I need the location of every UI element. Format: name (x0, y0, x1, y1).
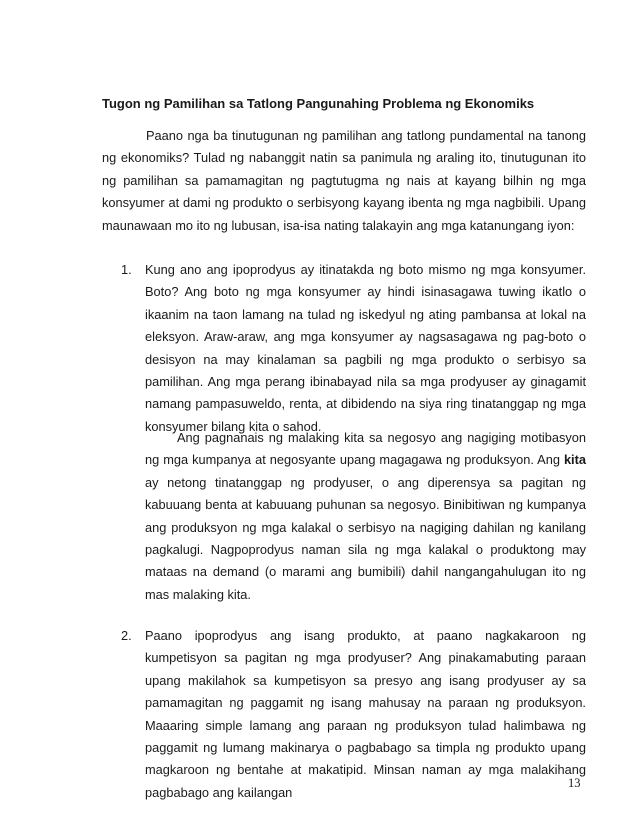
kita-text-after: ay netong tinatanggap ng prodyuser, o ang diperensya sa pagitan ng kabuuang benta at kabuuang puhunan sa negosyo. Binibitiwan ng kumpanya ang produksyon ng mga kalakal o serbisyo na nagiging dahilan ng kanilang pagkalugi. Nagpoprodyus naman sila ng mga kalakal o produktong may mataas na demand (o marami ang bumibili) dahil nangangahulugan ito ng mas malaking kita. (145, 474, 586, 602)
section-title: Tugon ng Pamilihan sa Tatlong Pangunahing Problema ng Ekonomiks (102, 96, 535, 111)
kita-keyword: kita (563, 452, 586, 468)
list-item-1-paragraph: Kung ano ang ipoprodyus ay itinatakda ng boto mismo ng mga konsyumer. Boto? Ang boto ng mga konsyumer ay hindi isinasagawa tuwing ikatlo o ikaanim na taon lamang na tulad ng iskedyul ng ating pambansa at lokal na eleksyon. Araw-araw, ang mga konsyumer ay nagsasagawa ng pag-boto o desisyon na may kinalaman sa pagbili ng mga produkto o serbisyo sa pamilihan. Ang mga perang ibinabayad nila sa mga prodyuser ay ginagamit namang pampasuweldo, renta, at dibidendo na siya ring tinatanggap ng mga konsyumer bilang kita o sahod. (145, 262, 586, 434)
intro-paragraph: Paano nga ba tinutugunan ng pamilihan ang tatlong pundamental na tanong ng ekonomiks? Tulad ng nabanggit natin sa panimula ng araling ito, tinutugunan ito ng pamilihan sa pamamagitan ng pagtutugma ng nais at kayang bilhin ng mga konsyumer at dami ng produkto o serbisyong kayang ibenta ng mga nagbibili. Upang maunawaan mo ito ng lubusan, isa-isa nating talakayin ang mga katanungang iyon: (102, 128, 586, 233)
list-item-2-number: 2. (121, 628, 132, 643)
list-item-1-number: 1. (121, 262, 132, 277)
page-number: 13 (568, 776, 581, 790)
list-item-1-paragraph-2 (145, 427, 586, 606)
kita-text-before: Ang pagnanais ng malaking kita sa negosyo ang nagiging motibasyon ng mga kumpanya at negosyante upang magagawa ng produksyon. Ang (145, 430, 586, 468)
list-item-2-paragraph: Paano ipoprodyus ang isang produkto, at paano nagkakaroon ng kumpetisyon sa pagitan ng mga prodyuser? Ang pinakamabuting paraan upang makilahok sa kumpetisyon sa presyo ang isang prodyuser ay sa pamamagitan ng paggamit ng isang mahusay na paraan ng produksyon. Maaaring simple lamang ang paraan ng produksyon tulad halimbawa ng paggamit ng lumang makinarya o pagbabago sa timpla ng produkto upang magkaroon ng bentahe at makatipid. Minsan naman ay mga malakihang pagbabago ang kailangan (145, 628, 586, 800)
